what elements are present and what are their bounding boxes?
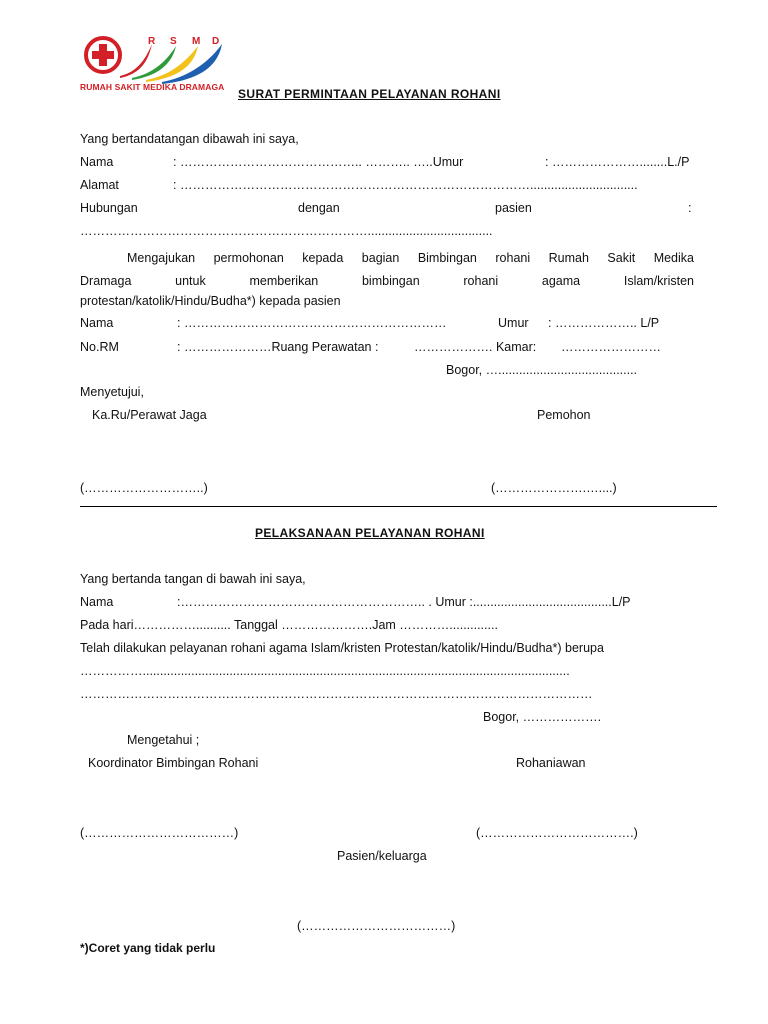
paragraph-line2-text: Dramaga untuk memberikan bimbingan rohani agama Islam/kristen (80, 274, 694, 288)
karu-label: Ka.Ru/Perawat Jaga (92, 408, 207, 422)
footnote: *)Coret yang tidak perlu (80, 941, 216, 955)
bogor2-date-field[interactable]: Bogor, ………………. (483, 710, 602, 724)
logo-letter-r: R (148, 36, 156, 47)
kamar-field[interactable]: …………………… (561, 340, 661, 354)
logo-letter-s: S (170, 36, 177, 47)
patient-umur-label: Umur (498, 316, 529, 330)
koordinator-label: Koordinator Bimbingan Rohani (88, 756, 259, 770)
nama-label: Nama (80, 155, 114, 169)
hubungan-word-pasien: pasien (495, 201, 532, 215)
umur-field[interactable]: : …………………........L./P (545, 155, 690, 169)
intro-text: Yang bertandatangan dibawah ini saya, (80, 132, 299, 146)
telah-dilakukan-text: Telah dilakukan pelayanan rohani agama Islam/kristen Protestan/katolik/Hindu/Budha*) berupa (80, 641, 604, 655)
signature-pasien[interactable]: (………………………………) (297, 919, 456, 933)
menyetujui-label: Menyetujui, (80, 385, 144, 399)
alamat-field[interactable]: : …………………………………………………………………………............................... (173, 178, 638, 192)
bogor-date-field[interactable]: Bogor, …........................................ (446, 363, 638, 377)
norm-field[interactable]: : …………………Ruang Perawatan : (177, 340, 379, 354)
rsmd-logo-icon (80, 32, 230, 84)
hubungan-field[interactable]: …………………………………………………………….................................... (80, 224, 493, 238)
hubungan-label: Hubungan (80, 201, 138, 215)
signature-koordinator[interactable]: (………………………………) (80, 826, 239, 840)
mengetahui-label: Mengetahui ; (127, 733, 200, 747)
form-title-pelaksanaan: PELAKSANAAN PELAYANAN ROHANI (255, 526, 485, 540)
berupa-dots-line1[interactable]: ……………........................................................................................................................... (80, 664, 570, 678)
hubungan-colon: : (688, 201, 692, 215)
alamat-label: Alamat (80, 178, 119, 192)
signature-pemohon[interactable]: (………………….…....) (491, 481, 617, 495)
logo-letter-d: D (212, 36, 220, 47)
signature-karu[interactable]: (………………………..) (80, 481, 208, 495)
intro2-text: Yang bertanda tangan di bawah ini saya, (80, 572, 306, 586)
paragraph-line1-text: Mengajukan permohonan kepada bagian Bimbingan rohani Rumah Sakit Medika (127, 251, 694, 265)
pada-hari-field[interactable]: Pada hari…………….......... Tanggal ………………….Jam ………….............. (80, 618, 498, 632)
patient-nama-label: Nama (80, 316, 114, 330)
logo-hospital-name: RUMAH SAKIT MEDIKA DRAMAGA (80, 82, 225, 92)
section-divider (80, 506, 717, 507)
nama3-umur-field[interactable]: :………………………………………………….. . Umur :........................................L/P (177, 595, 631, 609)
hubungan-word-dengan: dengan (298, 201, 340, 215)
signature-rohaniawan[interactable]: (……………………………….) (476, 826, 638, 840)
form-title-permintaan: SURAT PERMINTAAN PELAYANAN ROHANI (238, 87, 501, 101)
rohaniawan-label: Rohaniawan (516, 756, 586, 770)
request-paragraph-line3: protestan/katolik/Hindu/Budha*) kepada pasien (80, 294, 341, 308)
norm-label: No.RM (80, 340, 119, 354)
request-paragraph-line2 (80, 270, 694, 293)
patient-nama-field[interactable]: : ……………………………………………………… (177, 316, 447, 330)
request-paragraph-line1 (80, 247, 694, 270)
ruang-field[interactable]: ………………. Kamar: (414, 340, 537, 354)
nama-field[interactable]: : …………………………………….. ……….. …..Umur (173, 155, 464, 169)
pasien-keluarga-label: Pasien/keluarga (337, 849, 427, 863)
berupa-dots-line2[interactable]: …………………………………………………………………………………………………………… (80, 687, 593, 701)
logo-letter-m: M (192, 36, 201, 47)
pemohon-label: Pemohon (537, 408, 591, 422)
patient-umur-field[interactable]: : ……………….. L/P (548, 316, 660, 330)
nama3-label: Nama (80, 595, 114, 609)
